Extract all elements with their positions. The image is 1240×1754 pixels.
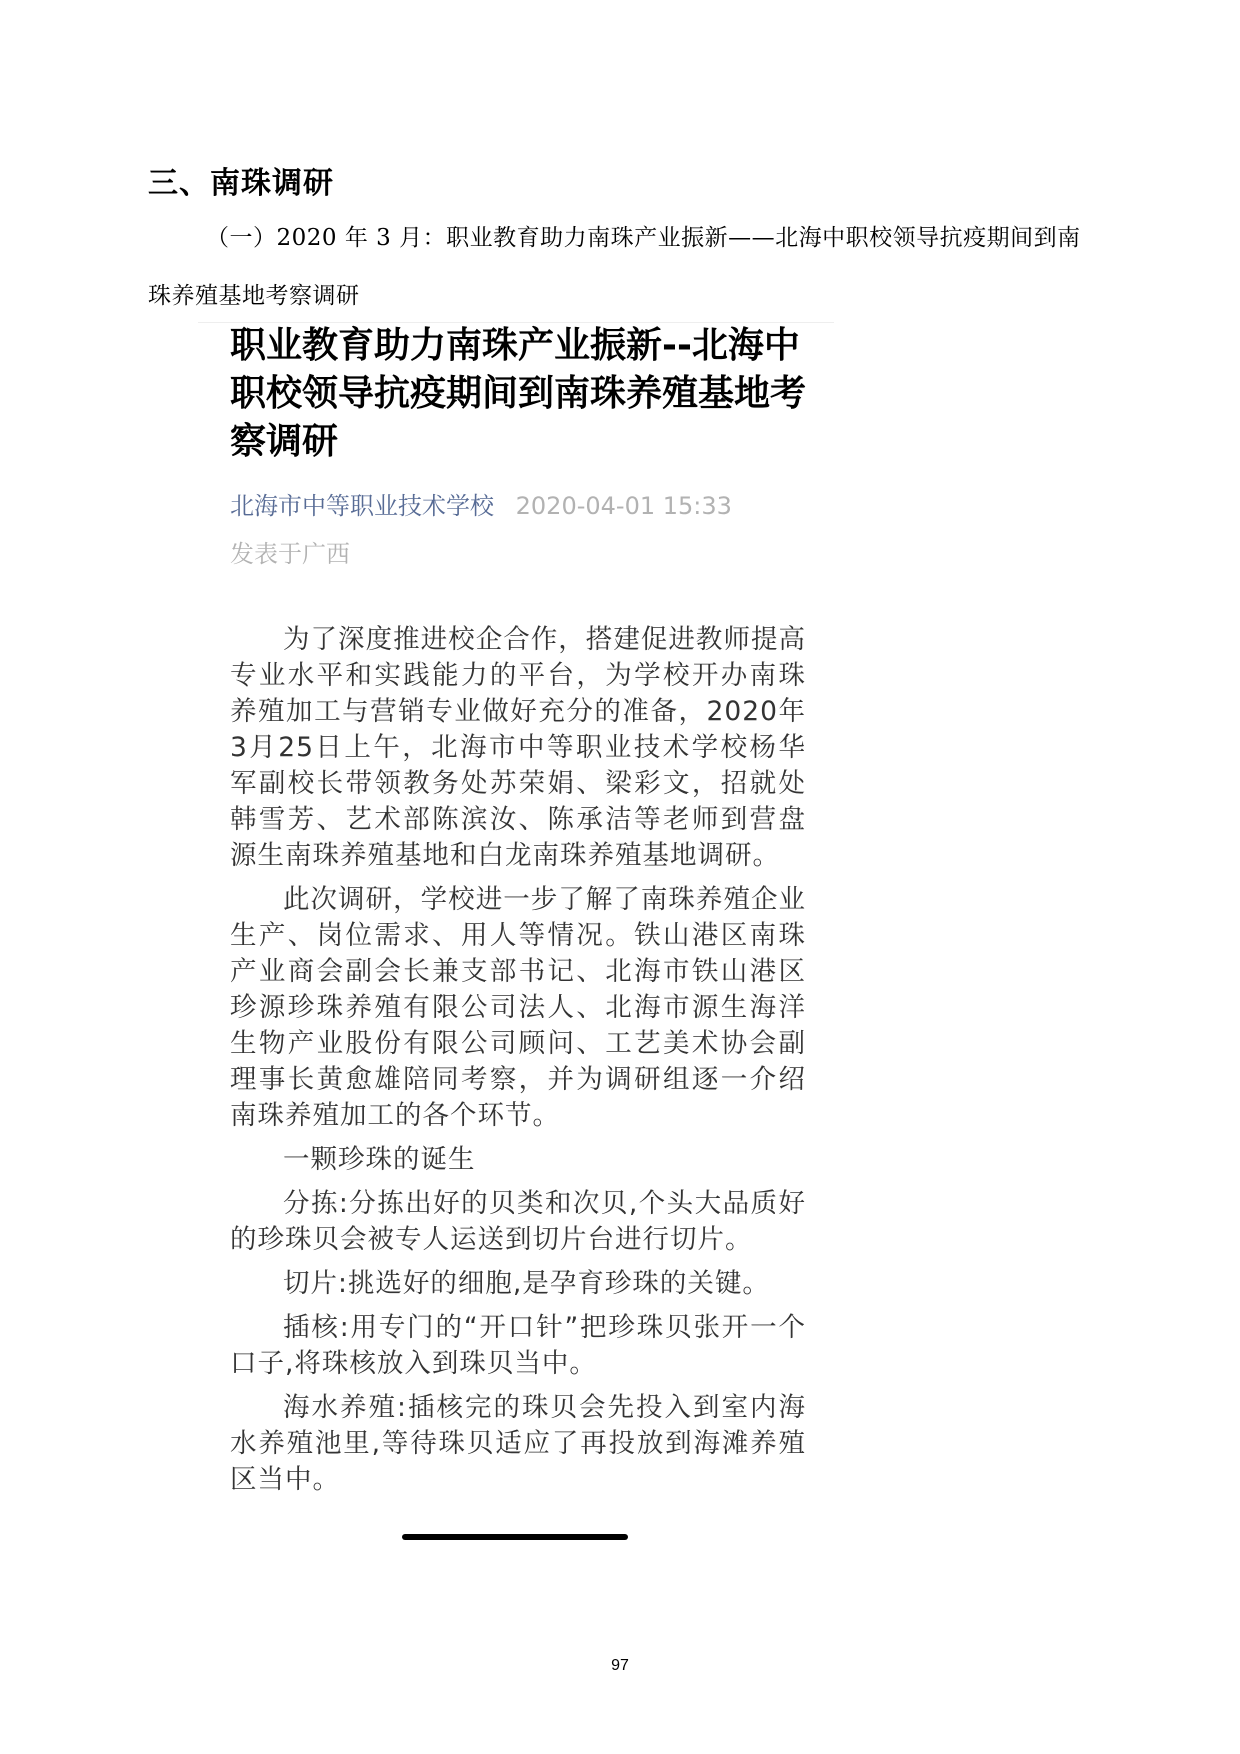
paragraph: 一颗珍珠的诞生 bbox=[283, 1144, 476, 1175]
publish-time: 2020-04-01 15:33 bbox=[515, 492, 732, 520]
article-title: 职业教育助力南珠产业振新--北海中职校领导抗疫期间到南珠养殖基地考察调研 bbox=[230, 325, 807, 462]
article-meta bbox=[230, 486, 732, 521]
paragraph: 插核:用专门的“开口针”把珍珠贝张开一个口子,将珠核放入到珠贝当中。 bbox=[230, 1312, 806, 1379]
article-screenshot bbox=[198, 322, 834, 1552]
paragraph: 为了深度推进校企合作，搭建促进教师提高专业水平和实践能力的平台，为学校开办南珠养殖加工与营销专业做好充分的准备，2020年3月25日上午，北海市中等职业技术学校杨华军副校长带领教务处苏荣娟、梁彩文，招就处韩雪芳、艺术部陈滨汝、陈承洁等老师到营盘源生南珠养殖基地和白龙南珠养殖基地调研。 bbox=[230, 624, 806, 871]
underline-mark bbox=[402, 1534, 628, 1540]
page-number: 97 bbox=[611, 1657, 629, 1674]
account-name-link[interactable]: 北海市中等职业技术学校 bbox=[230, 492, 494, 520]
subsection-title-line-1: （一）2020 年 3 月：职业教育助力南珠产业振新——北海中职校领导抗疫期间到南 bbox=[206, 225, 1081, 251]
article-body bbox=[230, 622, 806, 1506]
paragraph: 切片:挑选好的细胞,是孕育珍珠的关键。 bbox=[283, 1268, 770, 1299]
paragraph: 此次调研，学校进一步了解了南珠养殖企业生产、岗位需求、用人等情况。铁山港区南珠产业商会副会长兼支部书记、北海市铁山港区珍源珍珠养殖有限公司法人、北海市源生海洋生物产业股份有限公司顾问、工艺美术协会副理事长黄愈雄陪同考察，并为调研组逐一介绍南珠养殖加工的各个环节。 bbox=[230, 884, 806, 1131]
subsection-title-line-2: 珠养殖基地考察调研 bbox=[148, 283, 360, 309]
paragraph: 海水养殖:插核完的珠贝会先投入到室内海水养殖池里,等待珠贝适应了再投放到海滩养殖区当中。 bbox=[230, 1392, 806, 1495]
publish-location: 发表于广西 bbox=[230, 540, 350, 568]
paragraph: 分拣:分拣出好的贝类和次贝,个头大品质好的珍珠贝会被专人运送到切片台进行切片。 bbox=[230, 1188, 806, 1255]
section-heading: 三、南珠调研 bbox=[148, 166, 334, 201]
